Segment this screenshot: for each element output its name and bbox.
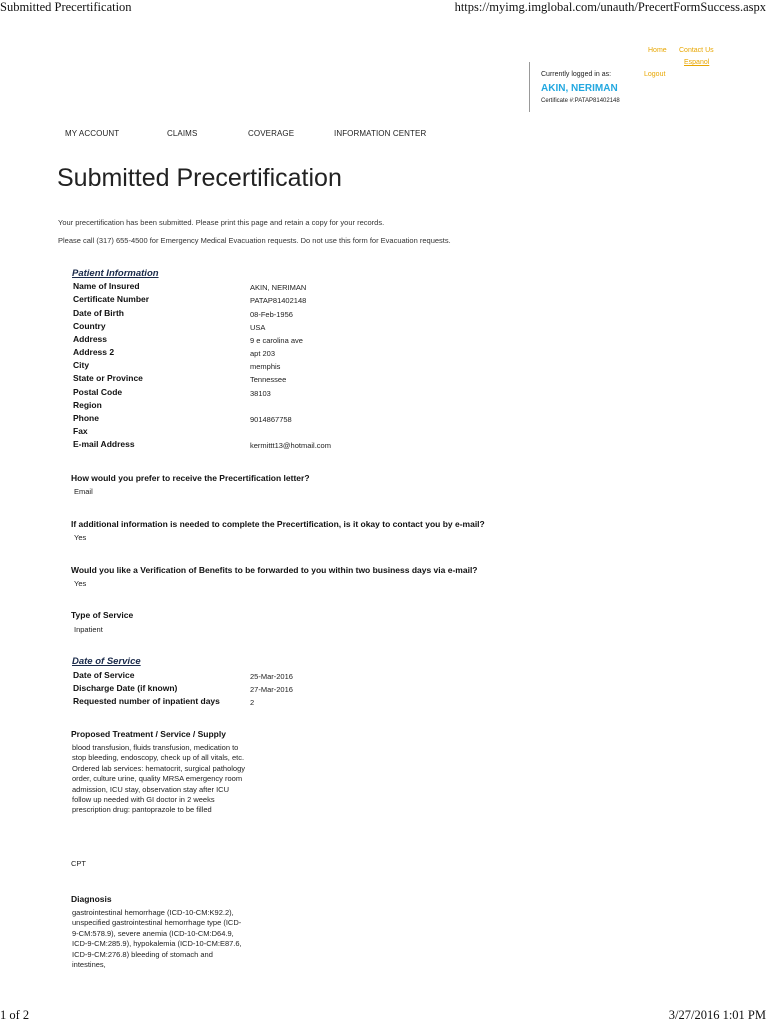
print-header-title: Submitted Precertification [0, 0, 132, 14]
field-value: 2 [250, 698, 255, 707]
field-value: Tennessee [250, 375, 287, 384]
field-value: apt 203 [250, 349, 276, 358]
field-value: memphis [250, 362, 281, 371]
field-label: Region [73, 400, 102, 410]
proposed-treatment-label: Proposed Treatment / Service / Supply [71, 729, 226, 739]
field-value: USA [250, 323, 266, 332]
contact-us-link[interactable]: Contact Us [679, 47, 714, 54]
field-label: Address [73, 334, 108, 344]
type-of-service-label: Type of Service [71, 610, 134, 620]
type-of-service-value: Inpatient [74, 625, 103, 634]
field-label: Country [73, 321, 106, 331]
nav-coverage[interactable]: COVERAGE [248, 129, 295, 138]
cpt-label: CPT [71, 859, 86, 868]
home-link[interactable]: Home [648, 47, 667, 54]
intro-submitted-text: Your precertification has been submitted. Please print this page and retain a copy for your records. [58, 218, 385, 227]
field-value: AKIN, NERIMAN [250, 283, 307, 292]
nav-my-account[interactable]: MY ACCOUNT [65, 129, 120, 138]
field-label: Requested number of inpatient days [73, 696, 220, 706]
patient-information-heading: Patient Information [72, 268, 159, 279]
field-value: 9 e carolina ave [250, 336, 303, 345]
question-verification-of-benefits: Would you like a Verification of Benefits to be forwarded to you within two business days via e-mail? [71, 565, 478, 575]
login-info [529, 62, 620, 112]
field-label: Fax [73, 426, 88, 436]
answer-verification-of-benefits: Yes [74, 579, 87, 588]
print-footer-datetime: 3/27/2016 1:01 PM [668, 1008, 766, 1022]
logout-link[interactable]: Logout [644, 71, 666, 78]
field-label: Name of Insured [73, 281, 140, 291]
field-value: 25-Mar-2016 [250, 672, 293, 681]
diagnosis-label: Diagnosis [71, 894, 112, 904]
intro-evacuation-text: Please call (317) 655-4500 for Emergency Medical Evacuation requests. Do not use this form for Evacuation requests. [58, 236, 451, 245]
field-label: Discharge Date (if known) [73, 683, 178, 693]
espanol-link[interactable]: Espanol [684, 59, 710, 66]
field-label: Certificate Number [73, 294, 150, 304]
field-label: E-mail Address [73, 439, 135, 449]
field-label: Date of Birth [73, 308, 124, 318]
field-value: 38103 [250, 389, 271, 398]
field-label: Address 2 [73, 347, 115, 357]
date-of-service-heading: Date of Service [72, 656, 141, 667]
login-label: Currently logged in as: [541, 71, 612, 78]
field-value: 27-Mar-2016 [250, 685, 293, 694]
print-header-url: https://myimg.imglobal.com/unauth/PrecertFormSuccess.aspx [454, 0, 766, 14]
field-value: 08-Feb-1956 [250, 310, 293, 319]
nav-information-center[interactable]: INFORMATION CENTER [334, 129, 427, 138]
logged-in-user-name: AKIN, NERIMAN [541, 83, 618, 94]
login-certificate: Certificate #:PATAP81402148 [541, 98, 620, 104]
question-letter-delivery: How would you prefer to receive the Precertification letter? [71, 473, 310, 483]
question-contact-by-email: If additional information is needed to complete the Precertification, is it okay to contact you by e-mail? [71, 519, 485, 529]
print-footer-page: 1 of 2 [0, 1008, 30, 1022]
field-label: Phone [73, 413, 99, 423]
page-title: Submitted Precertification [57, 164, 342, 192]
field-label: City [73, 360, 90, 370]
diagnosis-text: gastrointestinal hemorrhage (ICD-10-CM:K92.2), unspecified gastrointestinal hemorrhage type (ICD-9-CM:578.9), severe anemia (ICD-10-CM:D64.9, ICD-9-CM:285.9), hypokalemia (ICD-10-CM:E87.6, ICD-9-CM:276.8) bleeding of stomach and intestines, [72, 908, 242, 970]
answer-contact-by-email: Yes [74, 533, 87, 542]
nav-claims[interactable]: CLAIMS [167, 129, 198, 138]
answer-letter-delivery: Email [74, 487, 93, 496]
field-value: PATAP81402148 [250, 296, 307, 305]
field-label: Date of Service [73, 670, 135, 680]
proposed-treatment-text: blood transfusion, fluids transfusion, medication to stop bleeding, endoscopy, check up of all vitals, etc. Ordered lab services: hematocrit, surgical pathology order, culture urine, quality MRSA emergency room admission, ICU stay, observation stay after ICU follow up needed with GI doctor in 2 weeks prescription drug: pantoprazole to be filled [72, 743, 245, 815]
field-label: Postal Code [73, 387, 123, 397]
field-value: 9014867758 [250, 415, 292, 424]
field-value: kermittt13@hotmail.com [250, 441, 331, 450]
field-label: State or Province [73, 373, 143, 383]
